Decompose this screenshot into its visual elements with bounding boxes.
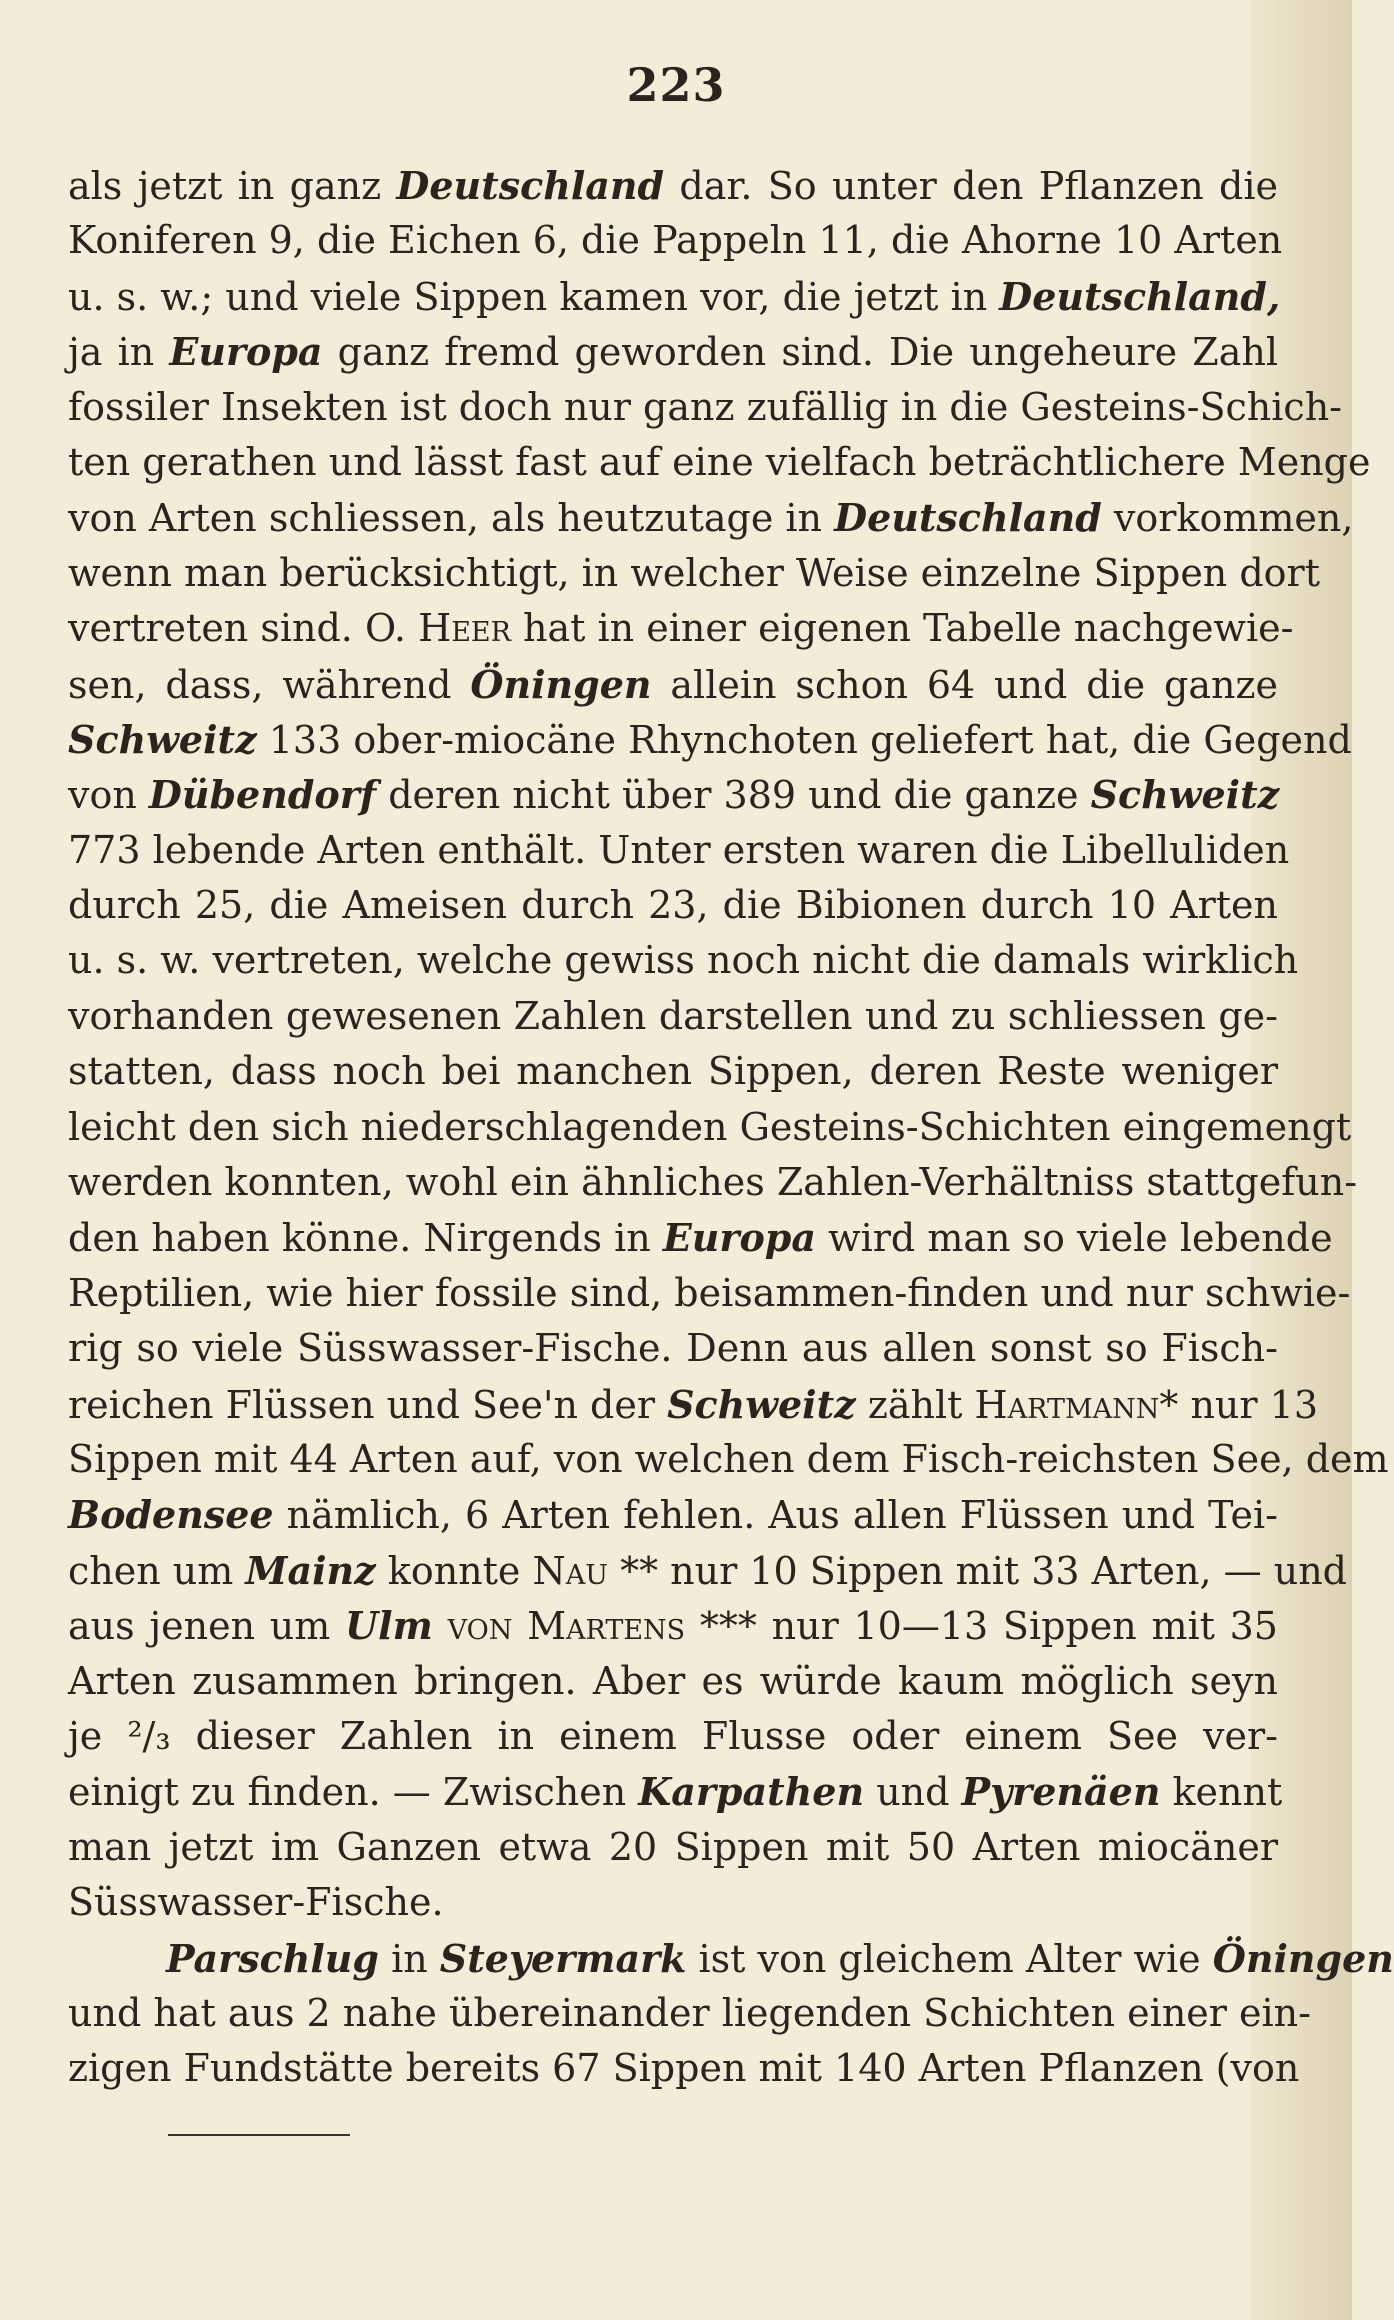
text-run: kennt: [1160, 1770, 1283, 1815]
emphasis-text: Deutschland: [396, 163, 665, 208]
emphasis-text: Ulm: [345, 1603, 433, 1649]
text-run: 133 ober-miocäne Rhynchoten geliefert hat, die Gegend: [256, 717, 1352, 762]
text-run: rig so viele Süsswasser-Fische. Denn aus allen sonst so Fisch-: [68, 1326, 1278, 1371]
text-run: zählt: [855, 1382, 975, 1427]
text-run: man jetzt im Ganzen etwa 20 Sippen mit 50 Arten miocäner: [68, 1824, 1278, 1869]
text-run: als jetzt in ganz: [68, 164, 397, 208]
text-line: [68, 1875, 1278, 1930]
text-line: [68, 878, 1278, 933]
page-number: 223: [626, 58, 726, 112]
text-run: deren nicht über 389 und die ganze: [376, 773, 1091, 818]
text-line: [68, 158, 1278, 213]
text-line: [68, 601, 1294, 656]
text-line: [68, 1100, 1352, 1155]
text-line: [68, 1266, 1351, 1321]
text-run: und: [864, 1770, 962, 1815]
text-line: [68, 1044, 1278, 1099]
text-run: ist von gleichem Alter wie: [686, 1936, 1213, 1981]
text-line: [68, 1155, 1358, 1210]
text-run: Sippen mit 44 Arten auf, von welchen dem Fisch-reichsten See, dem: [68, 1436, 1389, 1481]
text-line: [68, 490, 1354, 545]
text-run: fossiler Insekten ist doch nur ganz zufällig in die Gesteins-Schich-: [68, 384, 1343, 429]
footnote-separator: [168, 2134, 350, 2136]
text-run: Süsswasser-Fische.: [68, 1880, 444, 1925]
text-run: * nur 13: [1159, 1382, 1318, 1427]
text-run: nämlich, 6 Arten fehlen. Aus allen Flüssen und Tei-: [273, 1493, 1278, 1538]
text-line: [68, 1377, 1318, 1432]
text-run: Arten zusammen bringen. Aber es würde kaum möglich seyn: [68, 1658, 1278, 1703]
emphasis-text: Schweitz: [68, 716, 257, 762]
text-line: [68, 1321, 1278, 1376]
emphasis-text: Deutschland,: [999, 273, 1281, 319]
text-run: leicht den sich niederschlagenden Gesteins-Schichten eingemengt: [68, 1104, 1352, 1149]
emphasis-text: Steyermark: [439, 1935, 687, 1981]
text-run: wenn man berücksichtigt, in welcher Weise einzelne Sippen dort: [68, 550, 1320, 595]
text-run: [433, 1604, 448, 1648]
text-run: 773 lebende Arten enthält. Unter ersten waren die Libelluliden: [68, 827, 1290, 872]
text-run: vorhanden gewesenen Zahlen darstellen und zu schliessen ge-: [68, 993, 1278, 1038]
text-run: ganz fremd geworden sind. Die ungeheure Zahl: [322, 330, 1278, 375]
text-line: [68, 767, 1278, 822]
text-run: vorkommen,: [1101, 496, 1354, 541]
author-name: Heer: [418, 606, 511, 651]
text-run: vertreten sind. O.: [68, 606, 419, 651]
text-line: [68, 435, 1371, 490]
text-run: *** nur 10—13 Sippen mit 35: [685, 1604, 1278, 1649]
text-run: einigt zu finden. — Zwischen: [68, 1770, 639, 1815]
text-line: [68, 546, 1320, 601]
text-run: von Arten schliessen, als heutzutage in: [68, 496, 835, 541]
text-line: [68, 989, 1278, 1044]
text-run: den haben könne. Nirgends in: [68, 1216, 663, 1261]
text-line: [68, 1543, 1347, 1598]
text-run: sen, dass, während: [68, 662, 471, 707]
author-name: Nau: [532, 1548, 609, 1593]
emphasis-text: Bodensee: [68, 1492, 274, 1538]
emphasis-text: Parschlug: [166, 1935, 379, 1981]
emphasis-text: Pyrenäen: [961, 1769, 1161, 1815]
author-name: von Martens: [447, 1604, 686, 1649]
text-run: hat in einer eigenen Tabelle nachgewie-: [510, 606, 1294, 651]
text-run: u. s. w. vertreten, welche gewiss noch nicht die damals wirklich: [68, 938, 1299, 983]
text-run: u. s. w.; und viele Sippen kamen vor, die jetzt in: [68, 274, 1000, 319]
text-line: [68, 324, 1278, 379]
body-text: [68, 158, 1394, 2097]
emphasis-text: Deutschland: [834, 495, 1102, 541]
text-run: dar. So unter den Pflanzen die: [664, 164, 1278, 208]
text-line: [68, 1931, 1394, 1986]
text-run: je ²/₃ dieser Zahlen in einem Flusse oder einem See ver-: [68, 1713, 1278, 1758]
text-run: zigen Fundstätte bereits 67 Sippen mit 140 Arten Pflanzen (von: [68, 2046, 1300, 2091]
text-line: [68, 269, 1281, 324]
emphasis-text: Öningen: [470, 661, 652, 707]
text-line: [68, 1210, 1333, 1265]
text-line: [68, 933, 1299, 988]
text-line: [68, 1820, 1278, 1875]
text-run: durch 25, die Ameisen durch 23, die Bibionen durch 10 Arten: [68, 883, 1278, 928]
text-run: Reptilien, wie hier fossile sind, beisammen-finden und nur schwie-: [68, 1270, 1351, 1315]
author-name: Hartmann: [974, 1382, 1160, 1427]
text-run: von: [68, 773, 149, 818]
text-line: [68, 2041, 1300, 2096]
emphasis-text: Mainz: [245, 1547, 376, 1593]
text-line: [68, 1598, 1278, 1653]
text-line: [68, 1432, 1389, 1487]
text-run: statten, dass noch bei manchen Sippen, deren Reste weniger: [68, 1049, 1278, 1094]
text-line: [68, 657, 1278, 712]
text-run: Koniferen 9, die Eichen 6, die Pappeln 11, die Ahorne 10 Arten: [68, 218, 1283, 263]
text-line: [68, 712, 1352, 767]
emphasis-text: Europa: [169, 329, 323, 375]
text-run: aus jenen um: [68, 1604, 346, 1649]
text-run: werden konnten, wohl ein ähnliches Zahlen-Verhältniss stattgefun-: [68, 1160, 1358, 1205]
emphasis-text: Europa: [662, 1215, 816, 1261]
text-line: [68, 1654, 1278, 1709]
text-run: ten gerathen und lässt fast auf eine vielfach beträchtlichere Menge: [68, 439, 1371, 484]
text-run: konnte: [375, 1548, 533, 1593]
text-line: [68, 1764, 1283, 1819]
text-run: allein schon 64 und die ganze: [651, 662, 1279, 707]
text-line: [68, 823, 1290, 878]
text-line: [68, 380, 1343, 435]
emphasis-text: Schweitz: [1090, 772, 1280, 818]
text-run: reichen Flüssen und See'n der: [68, 1382, 668, 1427]
text-run: chen um: [68, 1548, 246, 1593]
text-line: [68, 1709, 1278, 1764]
text-run: in: [379, 1936, 440, 1981]
text-run: ja in: [68, 330, 170, 375]
text-line: [68, 1986, 1311, 2041]
emphasis-text: Öningen: [1212, 1935, 1394, 1981]
text-line: [68, 1487, 1278, 1542]
emphasis-text: Dübendorf: [148, 772, 377, 818]
text-line: [68, 213, 1283, 268]
emphasis-text: Schweitz: [667, 1381, 856, 1427]
text-run: wird man so viele lebende: [815, 1216, 1333, 1261]
text-run: und hat aus 2 nahe übereinander liegenden Schichten einer ein-: [68, 1990, 1311, 2035]
text-run: ** nur 10 Sippen mit 33 Arten, — und: [608, 1548, 1347, 1593]
emphasis-text: Karpathen: [638, 1769, 865, 1815]
